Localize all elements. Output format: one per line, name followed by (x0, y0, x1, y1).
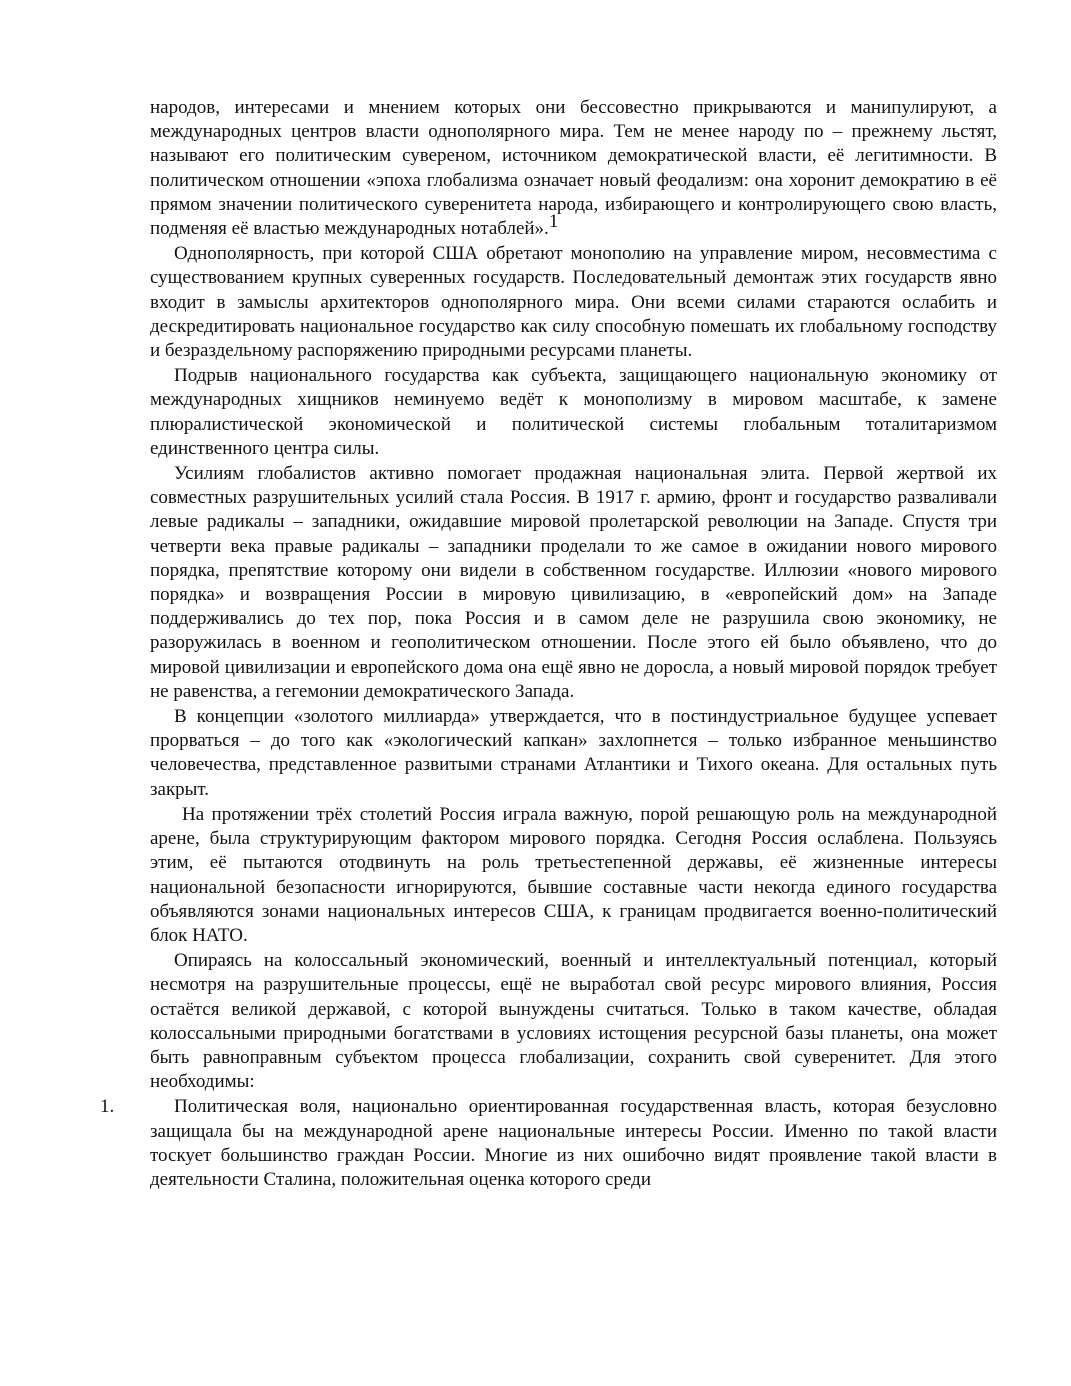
list-item-text: Политическая воля, национально ориентированная государственная власть, которая безусловно защищала бы на международной арене национальные интересы России. Именно по такой власти тоскует большинство граждан России. Многие из них ошибочно видят проявление такой власти в деятельности Сталина, положительная оценка которого среди (150, 1096, 997, 1190)
paragraph-russia-role: На протяжении трёх столетий Россия играла важную, порой решающую роль на международной арене, была структурирующим фактором мирового порядка. Сегодня Россия ослаблена. Пользуясь этим, её пытаются отодвинуть на роль третьестепенной державы, её жизненные интересы национальной безопасности игнорируются, бывшие составные части некогда единого государства объявляются зонами национальных интересов США, к границам продвигается военно-политический блок НАТО. (150, 803, 997, 946)
paragraph-globalists-elite: Усилиям глобалистов активно помогает продажная национальная элита. Первой жертвой их совместных разрушительных усилий стала Россия. В 1917 г. армию, фронт и государство разваливали левые радикалы – западники, ожидавшие мировой пролетарской революции на Западе. Спустя три четверти века правые радикалы – западники проделали то же самое в ожидании нового мирового порядка, препятствие которому они видели в собственном государстве. Иллюзии «нового мирового порядка» и возвращения России в мировую цивилизацию, в «европейский дом» на Западе поддерживались до тех пор, пока Россия и в самом деле не разрушила свою экономику, не разоружилась в военном и геополитическом отношении. После этого ей было объявлено, что до мировой цивилизации и европейского дома она ещё явно не доросла, а новый мировой порядок требует не равенства, а гегемонии демократического Запада. (150, 463, 997, 702)
footnote-marker[interactable]: 1 (548, 211, 559, 233)
paragraph-national-state-undermining: Подрыв национального государства как субъекта, защищающего национальную экономику от международных хищников неминуемо ведёт к монополизму в мировом масштабе, к замене плюралистической экономической и политической системы глобальным тоталитаризмом единственного центра силы. (150, 365, 997, 459)
paragraph-russia-potential: Опираясь на колоссальный экономический, военный и интеллектуальный потенциал, который несмотря на разрушительные процессы, ещё не выработал свой ресурс мирового влияния, Россия остаётся великой державой, с которой вынуждены считаться. Только в таком качестве, обладая колоссальными природными богатствами в условиях истощения ресурсной базы планеты, она может быть равноправным субъектом процесса глобализации, сохранить свой суверенитет. Для этого необходимы: (150, 950, 997, 1093)
paragraph-globalism-feudalism (150, 96, 997, 241)
list-item-political-will (100, 1095, 997, 1192)
paragraph-unipolarity: Однополярность, при которой США обретают монополию на управление миром, несовместима с существованием крупных суверенных государств. Последовательный демонтаж этих государств явно входит в замыслы архитекторов однополярного мира. Они всеми силами стараются ослабить и дескредитировать национальное государство как силу способную помешать их глобальному господству и безраздельному распоряжению природными ресурсами планеты. (150, 243, 997, 362)
paragraph-golden-billion: В концепции «золотого миллиарда» утверждается, что в постиндустриальное будущее успевает прорваться – до того как «экологический капкан» захлопнется – только избранное меньшинство человечества, представленное развитыми странами Атлантики и Тихого океана. Для остальных путь закрыт. (150, 706, 997, 800)
document-page (100, 96, 997, 1192)
list-number: 1. (100, 1096, 115, 1118)
paragraph-text: народов, интересами и мнением которых они бессовестно прикрываются и манипулируют, а международных центров власти однополярного мира. Тем не менее народу по – прежнему льстят, называют его политическим сувереном, источником демократической власти, её легитимности. В политическом отношении «эпоха глобализма означает новый феодализм: она хоронит демократию в её прямом значении политического суверенитета народа, избирающего и контролирующего свою власть, подменяя её властью международных нотаблей». (150, 97, 997, 240)
